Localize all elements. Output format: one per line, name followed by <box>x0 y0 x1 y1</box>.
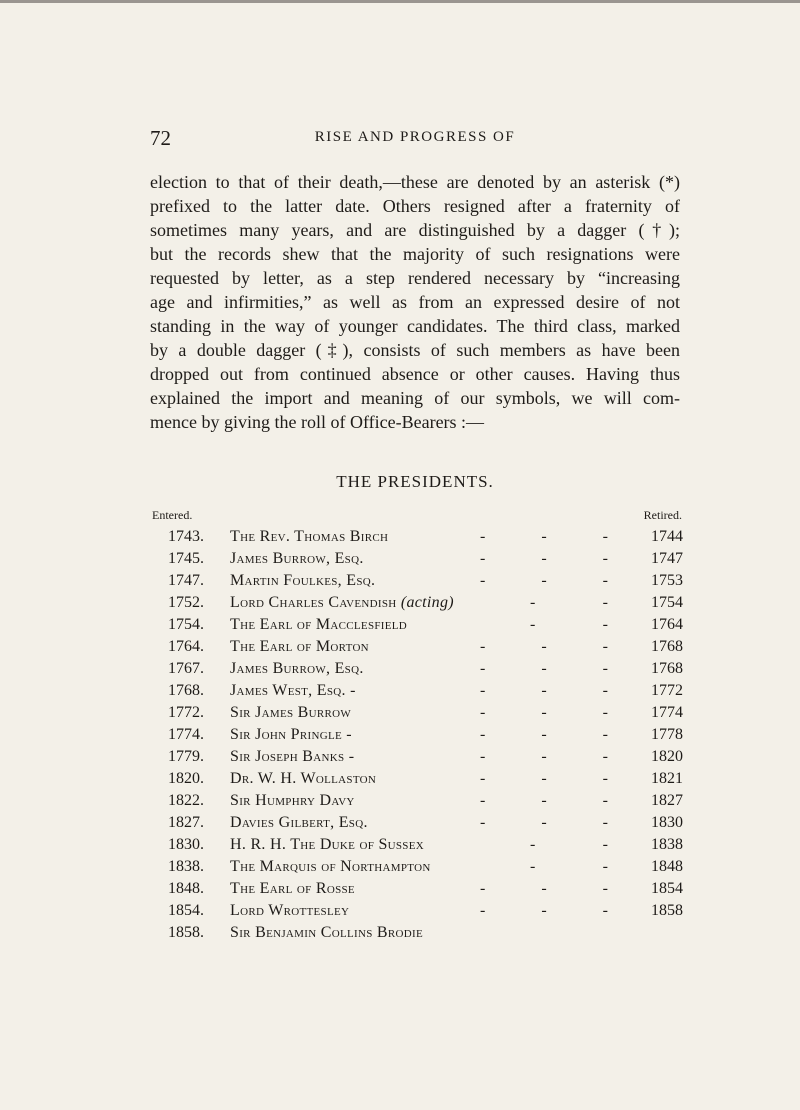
leader-dashes <box>480 746 608 768</box>
president-name: Sir Benjamin Collins Brodie <box>230 924 424 941</box>
president-name: Lord Charles Cavendish (acting) <box>230 594 454 611</box>
entered-year: 1752. <box>168 594 204 611</box>
president-row <box>150 856 683 878</box>
retired-year: 1827 <box>651 792 683 809</box>
leader-dash: - <box>541 572 547 589</box>
body-line: election to that of their death,—these are denoted by an asterisk (*) <box>150 172 680 192</box>
leader-dash: - <box>602 880 608 897</box>
entered-year: 1822. <box>168 792 204 809</box>
acting-note: (acting) <box>400 594 454 611</box>
leader-dash: - <box>480 726 486 743</box>
leader-dash: - <box>541 792 547 809</box>
leader-dashes <box>530 614 608 636</box>
entered-year: 1820. <box>168 770 204 787</box>
leader-dash: - <box>602 902 608 919</box>
leader-dash: - <box>541 528 547 545</box>
retired-year: 1848 <box>651 858 683 875</box>
body-line: prefixed to the latter date. Others resigned after a fraternity of <box>150 196 680 216</box>
leader-dashes <box>480 790 608 812</box>
body-line: mence by giving the roll of Office-Bearers :— <box>150 412 485 432</box>
leader-dash: - <box>602 792 608 809</box>
entered-year: 1827. <box>168 814 204 831</box>
president-name: Sir Joseph Banks - <box>230 748 355 765</box>
president-name: The Earl of Macclesfield <box>230 616 408 633</box>
leader-dash: - <box>541 880 547 897</box>
leader-dash: - <box>541 660 547 677</box>
president-row <box>150 636 683 658</box>
leader-dash: - <box>602 550 608 567</box>
leader-dash: - <box>480 572 486 589</box>
leader-dash: - <box>541 902 547 919</box>
leader-dash: - <box>541 814 547 831</box>
retired-year: 1754 <box>651 594 683 611</box>
leader-dash: - <box>530 616 536 633</box>
body-line: dropped out from continued absence or other causes. Having thus <box>150 364 680 384</box>
retired-year: 1768 <box>651 660 683 677</box>
president-name: H. R. H. The Duke of Sussex <box>230 836 424 853</box>
body-line: by a double dagger (‡), consists of such members as have been <box>150 340 680 360</box>
leader-dash: - <box>480 880 486 897</box>
leader-dashes <box>480 526 608 548</box>
leader-dash: - <box>541 770 547 787</box>
retired-year: 1838 <box>651 836 683 853</box>
leader-dashes <box>480 702 608 724</box>
entered-year: 1767. <box>168 660 204 677</box>
president-row <box>150 900 683 922</box>
president-row <box>150 548 683 570</box>
entered-column-header: Entered. <box>152 508 193 522</box>
president-row <box>150 922 683 944</box>
leader-dash: - <box>602 814 608 831</box>
leader-dash: - <box>541 638 547 655</box>
leader-dash: - <box>602 748 608 765</box>
leader-dashes <box>480 570 608 592</box>
leader-dashes <box>480 812 608 834</box>
entered-year: 1745. <box>168 550 204 567</box>
leader-dashes <box>480 680 608 702</box>
president-row <box>150 614 683 636</box>
leader-dash: - <box>602 726 608 743</box>
retired-year: 1768 <box>651 638 683 655</box>
entered-year: 1743. <box>168 528 204 545</box>
entered-year: 1747. <box>168 572 204 589</box>
president-row <box>150 702 683 724</box>
leader-dash: - <box>480 660 486 677</box>
president-name: The Earl of Morton <box>230 638 369 655</box>
president-row <box>150 768 683 790</box>
retired-year: 1858 <box>651 902 683 919</box>
entered-year: 1774. <box>168 726 204 743</box>
president-name: The Rev. Thomas Birch <box>230 528 389 545</box>
retired-year: 1774 <box>651 704 683 721</box>
entered-year: 1772. <box>168 704 204 721</box>
section-title: THE PRESIDENTS. <box>336 472 494 491</box>
leader-dashes <box>480 548 608 570</box>
leader-dash: - <box>602 572 608 589</box>
body-line: requested by letter, as a step rendered necessary by “increasing <box>150 268 680 288</box>
retired-year: 1854 <box>651 880 683 897</box>
president-row <box>150 658 683 680</box>
retired-year: 1753 <box>651 572 683 589</box>
president-row <box>150 526 683 548</box>
leader-dash: - <box>602 770 608 787</box>
president-name: Davies Gilbert, Esq. <box>230 814 368 831</box>
leader-dash: - <box>541 704 547 721</box>
leader-dash: - <box>530 858 536 875</box>
leader-dash: - <box>530 836 536 853</box>
president-name: The Marquis of Northampton <box>230 858 431 875</box>
leader-dash: - <box>480 902 486 919</box>
body-line: but the records shew that the majority of such resignations were <box>150 244 680 264</box>
leader-dash: - <box>480 638 486 655</box>
leader-dash: - <box>480 528 486 545</box>
president-name: The Earl of Rosse <box>230 880 355 897</box>
leader-dash: - <box>541 550 547 567</box>
leader-dashes <box>530 834 608 856</box>
leader-dashes <box>480 768 608 790</box>
president-row <box>150 592 683 614</box>
leader-dashes <box>530 856 608 878</box>
retired-year: 1778 <box>651 726 683 743</box>
retired-year: 1747 <box>651 550 683 567</box>
leader-dashes <box>480 658 608 680</box>
leader-dash: - <box>480 748 486 765</box>
leader-dash: - <box>480 550 486 567</box>
entered-year: 1838. <box>168 858 204 875</box>
president-name: James Burrow, Esq. <box>230 550 364 567</box>
leader-dash: - <box>480 704 486 721</box>
president-row <box>150 834 683 856</box>
entered-year: 1764. <box>168 638 204 655</box>
leader-dash: - <box>480 770 486 787</box>
president-name: Sir Humphry Davy <box>230 792 355 809</box>
entered-year: 1858. <box>168 924 204 941</box>
president-name: Martin Foulkes, Esq. <box>230 572 376 589</box>
leader-dash: - <box>602 660 608 677</box>
president-row <box>150 680 683 702</box>
entered-year: 1779. <box>168 748 204 765</box>
body-line: age and infirmities,” as well as from an expressed desire of not <box>150 292 680 312</box>
leader-dash: - <box>541 726 547 743</box>
entered-year: 1768. <box>168 682 204 699</box>
page-top-edge <box>0 0 800 3</box>
body-paragraph <box>150 170 680 434</box>
president-row <box>150 746 683 768</box>
president-row <box>150 790 683 812</box>
entered-year: 1754. <box>168 616 204 633</box>
leader-dash: - <box>480 814 486 831</box>
president-row <box>150 570 683 592</box>
entered-year: 1854. <box>168 902 204 919</box>
retired-year: 1830 <box>651 814 683 831</box>
entered-year: 1848. <box>168 880 204 897</box>
page-number: 72 <box>150 126 171 150</box>
retired-year: 1821 <box>651 770 683 787</box>
running-head: RISE AND PROGRESS OF <box>314 129 516 145</box>
leader-dash: - <box>602 616 608 633</box>
leader-dash: - <box>602 594 608 611</box>
leader-dashes <box>480 724 608 746</box>
president-row <box>150 812 683 834</box>
leader-dashes <box>480 878 608 900</box>
page-header <box>150 126 680 156</box>
leader-dash: - <box>602 682 608 699</box>
body-line: sometimes many years, and are distinguished by a dagger (†); <box>150 220 680 240</box>
leader-dash: - <box>602 836 608 853</box>
retired-year: 1744 <box>651 528 683 545</box>
leader-dash: - <box>530 594 536 611</box>
retired-year: 1820 <box>651 748 683 765</box>
president-row <box>150 878 683 900</box>
entered-year: 1830. <box>168 836 204 853</box>
retired-year: 1764 <box>651 616 683 633</box>
president-name: Dr. W. H. Wollaston <box>230 770 377 787</box>
president-row <box>150 724 683 746</box>
leader-dash: - <box>541 748 547 765</box>
leader-dash: - <box>541 682 547 699</box>
leader-dash: - <box>480 792 486 809</box>
leader-dashes <box>530 592 608 614</box>
body-line: standing in the way of younger candidates. The third class, marked <box>150 316 680 336</box>
leader-dash: - <box>480 682 486 699</box>
president-name: Sir John Pringle - <box>230 726 352 743</box>
president-name: James Burrow, Esq. <box>230 660 364 677</box>
leader-dashes <box>480 636 608 658</box>
body-line: explained the import and meaning of our symbols, we will com- <box>150 388 680 408</box>
president-name: James West, Esq. - <box>230 682 356 699</box>
leader-dash: - <box>602 858 608 875</box>
leader-dash: - <box>602 704 608 721</box>
presidents-roll <box>150 526 683 944</box>
leader-dash: - <box>602 638 608 655</box>
president-name: Sir James Burrow <box>230 704 352 721</box>
leader-dash: - <box>602 528 608 545</box>
retired-year: 1772 <box>651 682 683 699</box>
retired-column-header: Retired. <box>643 508 682 522</box>
president-name: Lord Wrottesley <box>230 902 350 919</box>
leader-dashes <box>480 900 608 922</box>
